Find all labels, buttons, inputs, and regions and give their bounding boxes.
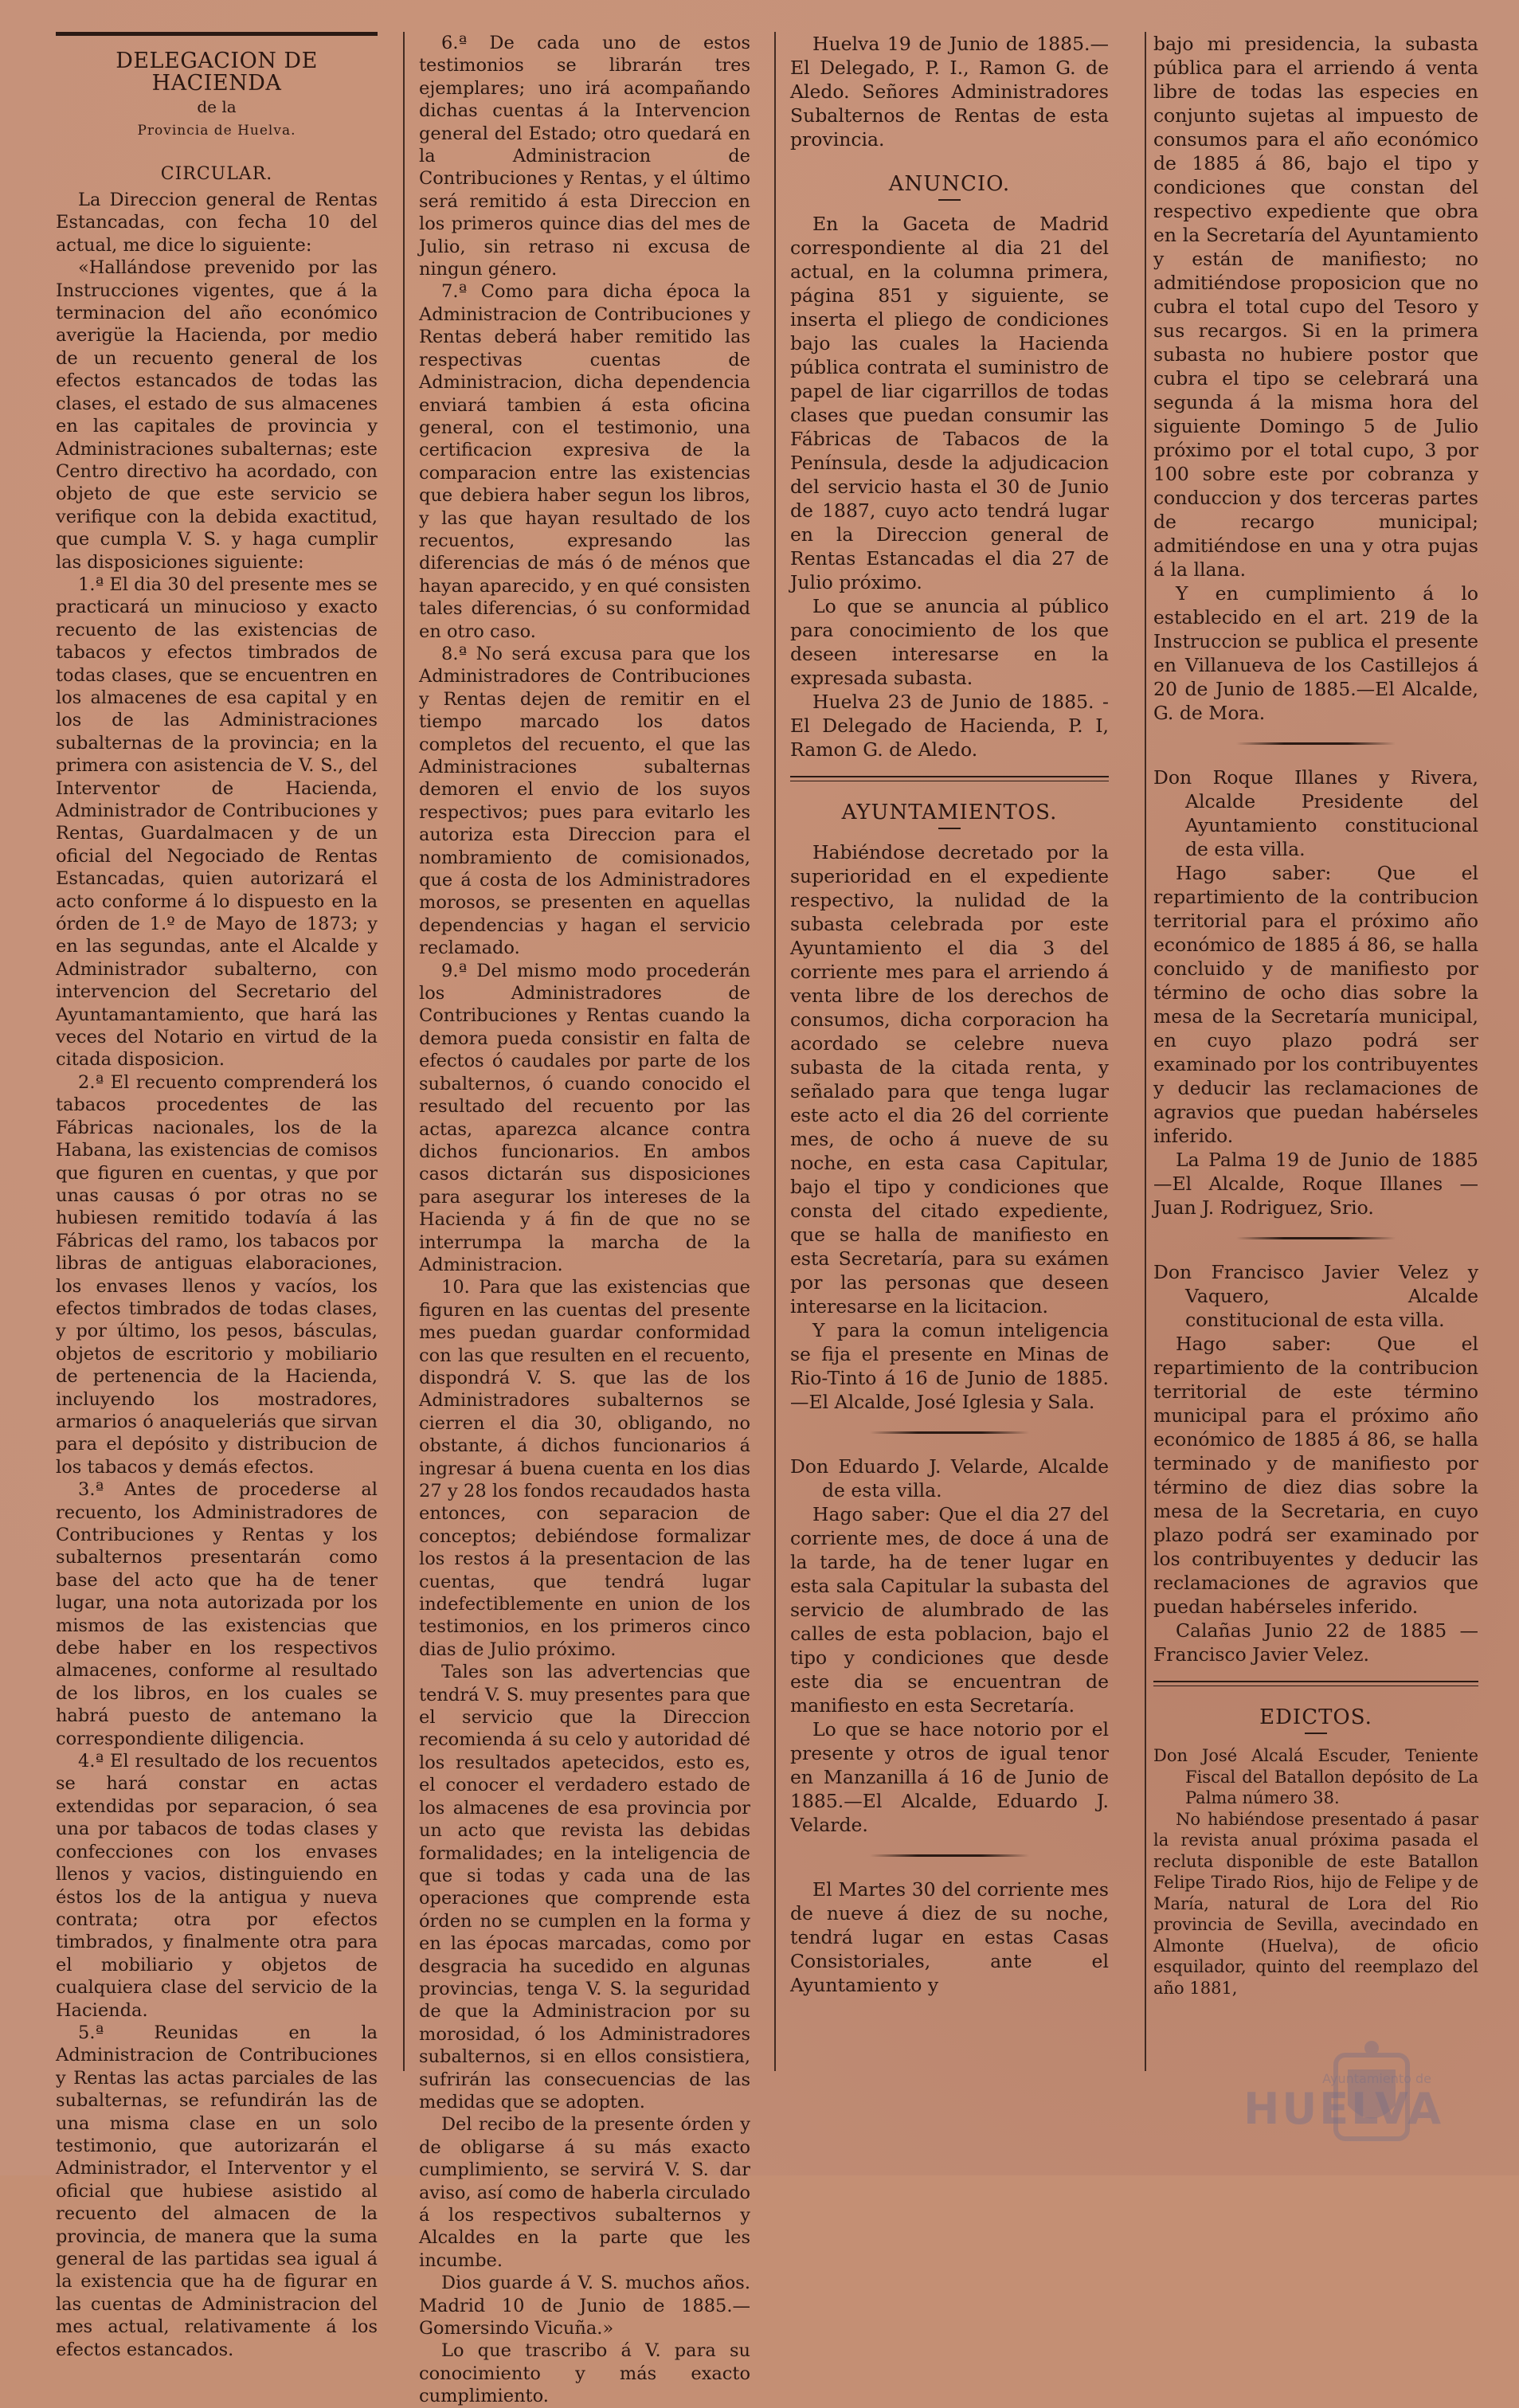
notice-heading: Don Roque Illanes y Rivera, Alcalde Presidente del Ayuntamiento constitucional de esta villa. [1153, 766, 1478, 860]
ornament-rule [1236, 1237, 1396, 1239]
paragraph: El Martes 30 del corriente mes de nueve á diez de su noche, tendrá lugar en estas Casas Consistoriales, ante el Ayuntamiento y [790, 1878, 1109, 1996]
paragraph: 10. Para que las existencias que figuren en las cuentas del presente mes puedan guardar conformidad con las que resulten en el recuento, dispondrá V. S. que las de los Administradores subalternos se cierren el dia 30, obligando, no obstante, á dichos funcionarios á ingresar á buena cuenta en los dias 27 y 28 los fondos recaudados hasta entonces, con separacion de conceptos; debiéndose formalizar los restos á la presentacion de las cuentas, que tendrá lugar indefectiblemente en union de los testimonios, en los primeros cinco dias de Julio próximo. [419, 1277, 750, 1660]
paragraph: Y para la comun inteligencia se fija el presente en Minas de Rio-Tinto á 16 de Junio de 1885.—El Alcalde, José Iglesia y Sala. [790, 1319, 1109, 1413]
ornament-rule [1236, 742, 1396, 745]
anuncio-heading: ANUNCIO. [888, 172, 1011, 196]
paragraph: Dios guarde á V. S. muchos años. Madrid 10 de Junio de 1885.—Gomersindo Vicuña.» [419, 2273, 750, 2339]
paragraph: Del recibo de la presente órden y de obligarse á su más exacto cumplimiento, se servirá V. S. dar aviso, así como de haberla circulado á los respectivos subalternos y Alcaldes en la parte que les incumbe. [419, 2114, 750, 2271]
paragraph: 4.ª El resultado de los recuentos se hará constar en actas extendidas por separacion, ó sea una por tabacos de todas clases y confecciones con los envases llenos y vacios, distinguiendo en éstos los de la antigua y nueva contrata; otra por efectos timbrados, y finalmente otra para el mobiliario y objetos de cualquiera clase del servicio de la Hacienda. [56, 1751, 378, 2021]
paragraph: En la Gaceta de Madrid correspondiente al dia 21 del actual, en la columna primera, página 851 y siguiente, se inserta el pliego de condiciones bajo las cuales la Hacienda pública contrata el suministro de papel de liar cigarrillos de todas clases que puedan consumir las Fábricas de Tabacos de la Península, desde la adjudicacion del servicio hasta el 30 de Junio de 1887, cuyo acto tendrá lugar en la Direccion general de Rentas Estancadas el dia 27 de Julio próximo. [790, 213, 1109, 593]
paragraph: Tales son las advertencias que tendrá V. S. muy presentes para que el servicio que la Direccion recomienda á su celo y autoridad dé los resultados apetecidos, esto es, el conocer el verdadero estado de los almacenes de esa provincia por un acto que revista las debidas formalidades; en la inteligencia de que si todas y cada una de las operaciones que comprende esta órden no se cumplen en la forma y en las épocas marcadas, como por desgracia ha sucedido en algunas provincias, tenga V. S. la seguridad de que la Administracion por su morosidad, ó los Administradores subalternos, si en ellos consistiera, sufrirán las consecuencias de las medidas que se adopten. [419, 1662, 750, 2112]
column-1 [56, 32, 378, 2361]
province-line: Provincia de Huelva. [137, 123, 296, 139]
paragraph: La Palma 19 de Junio de 1885 —El Alcalde, Roque Illanes — Juan J. Rodriguez, Srio. [1153, 1149, 1478, 1219]
heading-dash [1305, 1733, 1327, 1734]
paragraph: 5.ª Reunidas en la Administracion de Contribuciones y Rentas las actas parciales de las subalternas, se refundirán las de una misma clase en un solo testimonio, que autorizarán el Administrador, el Interventor y el oficial que hubiese asistido al recuento del almacen de la provincia, de manera que la suma general de las partidas sea igual á la existencia que ha de figurar en las cuentas de Administracion del mes actual, relativamente á los efectos estancados. [56, 2022, 378, 2360]
section-subtitle: de la [197, 96, 237, 116]
paragraph: Hago saber: Que el repartimiento de la contribucion territorial para el próximo año económico de 1885 á 86, se halla concluido y de manifiesto por término de ocho dias sobre la mesa de la Secretaría municipal, en cuyo plazo podrá ser examinado por los contribuyentes y deducir las reclamaciones de agravios que puedan habérseles inferido. [1153, 862, 1478, 1147]
section-rule [1153, 1681, 1478, 1686]
paragraph: Hago saber: Que el dia 27 del corriente mes, de doce á una de la tarde, ha de tener lugar en esta sala Capitular la subasta del servicio de alumbrado de las calles de esta poblacion, bajo el tipo y condiciones que desde este dia se encuentran de manifiesto en esta Secretaría. [790, 1503, 1109, 1717]
paragraph: Huelva 23 de Junio de 1885. -El Delegado de Hacienda, P. I, Ramon G. de Aledo. [790, 691, 1109, 761]
column-rule [1145, 32, 1146, 2071]
paragraph: No habiéndose presentado á pasar la revista anual próxima pasada el recluta disponible de este Batallon Felipe Tirado Rios, hijo de Felipe y de María, natural de Lora del Rio provincia de Sevilla, avecindado en Almonte (Huelva), de oficio esquilador, quinto del reemplazo del año 1881, [1153, 1809, 1478, 1998]
circular-heading: CIRCULAR. [160, 163, 273, 184]
paragraph: Huelva 19 de Junio de 1885.—El Delegado, P. I., Ramon G. de Aledo. Señores Administradores Subalternos de Rentas de esta provincia. [790, 33, 1109, 151]
watermark-line1: Ayuntamiento de [1322, 2071, 1431, 2086]
paragraph: «Hallándose prevenido por las Instrucciones vigentes, que á la terminacion del año económico averigüe la Hacienda, por medio de un recuento general de los efectos estancados de todas las clases, el estado de sus almacenes en las capitales de provincia y Administraciones subalternas; este Centro directivo ha acordado, con objeto de que este servicio se verifique con la debida exactitud, que cumpla V. S. y haga cumplir las disposiciones siguiente: [56, 257, 378, 573]
column-2 [419, 32, 750, 2408]
paragraph: 2.ª El recuento comprenderá los tabacos procedentes de las Fábricas nacionales, los de la Habana, las existencias de comisos que figuren en cuentas, y que por unas causas ó por otras no se hubiesen remitido todavía á las Fábricas del ramo, los tabacos por libras de antiguas elaboraciones, los envases llenos y vacíos, los efectos timbrados de todas clases, y por último, los pesos, básculas, objetos de escritorio y mobiliario de pertenencia de la Hacienda, incluyendo los mostradores, armarios ó anaqueleriás que sirvan para el depósito y distribucion de los tabacos y demás efectos. [56, 1071, 378, 1478]
column-rule [403, 32, 405, 2071]
ornament-rule [870, 1854, 1029, 1857]
notice-heading: Don Francisco Javier Velez y Vaquero, Alcalde constitucional de esta villa. [1153, 1261, 1478, 1331]
paragraph: La Direccion general de Rentas Estancadas, con fecha 10 del actual, me dice lo siguiente: [56, 190, 378, 256]
notice-heading: Don Eduardo J. Velarde, Alcalde de esta villa. [790, 1455, 1109, 1502]
paragraph: Habiéndose decretado por la superioridad en el expediente respectivo, la nulidad de la subasta celebrada por este Ayuntamiento el dia 3 del corriente mes para el arriendo á venta libre de los derechos de consumos, dicha corporacion ha acordado se celebre nueva subasta de la citada renta, y señalado para que tenga lugar este acto el dia 26 del corriente mes, de ocho á nueve de su noche, en esta casa Capitular, bajo el tipo y condiciones que consta del citado expediente, que se halla de manifiesto en esta Secretaría, para su exámen por las personas que deseen interesarse en la licitacion. [790, 841, 1109, 1318]
ayuntamientos-heading: AYUNTAMIENTOS. [841, 801, 1058, 824]
paragraph: Hago saber: Que el repartimiento de la contribucion territorial de este término municipal para el próximo año económico de 1885 á 86, se halla terminado y de manifiesto por término de diez dias sobre la mesa de la Secretaria, en cuyo plazo podrá ser examinado por los contribuyentes y deducir las reclamaciones de agravios que puedan habérseles inferido. [1153, 1333, 1478, 1618]
paragraph: 3.ª Antes de procederse al recuento, los Administradores de Contribuciones y Rentas y los subalternos presentarán como base del acto que ha de tener lugar, una nota autorizada por los mismos de las existencias que debe haber en los respectivos almacenes, conforme al resultado de los libros, en los cuales se habrá puesto de antemano la correspondiente diligencia. [56, 1479, 378, 1749]
top-rule [56, 32, 378, 36]
notice-heading: Don José Alcalá Escuder, Teniente Fiscal del Batallon depósito de La Palma número 38. [1153, 1746, 1478, 1807]
column-4 [1153, 32, 1478, 1999]
watermark-line2: HUELVA [1243, 2084, 1443, 2134]
paragraph: 1.ª El dia 30 del presente mes se practicará un minucioso y exacto recuento de las existencias de tabacos y efectos timbrados de todas clases, que se encuentren en los almacenes de esa capital y en los de las Administraciones subalternas de la provincia; en la primera con asistencia de V. S., del Interventor de Hacienda, Administrador de Contribuciones y Rentas, Guardalmacen y de un oficial del Negociado de Rentas Estancadas, quien autorizará el acto conforme á lo dispuesto en la órden de 1.º de Mayo de 1873; y en las segundas, ante el Alcalde y Administrador subalterno, con intervencion del Secretario del Ayuntamantamiento, que hará las veces del Notario en virtud de la citada disposicion. [56, 574, 378, 1071]
paragraph: Y en cumplimiento á lo establecido en el art. 219 de la Instruccion se publica el presente en Villanueva de los Castillejos á 20 de Junio de 1885.—El Alcalde, G. de Mora. [1153, 582, 1478, 724]
paragraph: Calañas Junio 22 de 1885 — Francisco Javier Velez. [1153, 1619, 1478, 1666]
paragraph: 9.ª Del mismo modo procederán los Administradores de Contribuciones y Rentas cuando la demora pueda consistir en falta de efectos ó caudales por parte de los subalternos, ó cuando conocido el resultado del recuento por las actas, aparezca alcance contra dichos funcionarios. En ambos casos dictarán sus disposiciones para asegurar los intereses de la Hacienda y á fin de que no se interrumpa la marcha de la Administracion. [419, 960, 750, 1275]
paragraph: Lo que se anuncia al público para conocimiento de los que deseen interesarse en la expresada subasta. [790, 595, 1109, 689]
ornament-rule [870, 1431, 1029, 1434]
edictos-heading: EDICTOS. [1259, 1705, 1372, 1729]
heading-dash [938, 828, 961, 829]
paragraph: Lo que trascribo á V. para su conocimiento y más exacto cumplimiento. [419, 2340, 750, 2407]
paragraph: 6.ª De cada uno de estos testimonios se librarán tres ejemplares; uno irá acompañando dichas cuentas á la Intervencion general del Estado; otro quedará en la Administracion de Contribuciones y Rentas, y el último será remitido á esta Direccion en los primeros quince dias del mes de Julio, sin retraso ni excusa de ningun género. [419, 33, 750, 280]
heading-dash [938, 199, 961, 201]
paragraph: Lo que se hace notorio por el presente y otros de igual tenor en Manzanilla á 16 de Junio de 1885.—El Alcalde, Eduardo J. Velarde. [790, 1718, 1109, 1836]
section-title: DELEGACION DE HACIENDA [115, 49, 318, 96]
paragraph: bajo mi presidencia, la subasta pública para el arriendo á venta libre de todas las especies en conjunto sujetas al impuesto de consumos para el año económico de 1885 á 86, bajo el tipo y condiciones que constan del respectivo expediente que obra en la Secretaría del Ayuntamiento y están de manifiesto; no admitiéndose proposicion que no cubra el total cupo del Tesoro y sus recargos. Si en la primera subasta no hubiere postor que cubra el tipo se celebrará una segunda á la misma hora del siguiente Domingo 5 de Julio próximo por el total cupo, 3 por 100 sobre este por cobranza y conduccion y dos terceras partes de recargo municipal; admitiéndose en una y otra pujas á la llana. [1153, 33, 1478, 581]
section-rule [790, 776, 1109, 781]
column-rule [774, 32, 776, 2071]
paragraph: 8.ª No será excusa para que los Administradores de Contribuciones y Rentas dejen de remitir en el tiempo marcado los datos completos del recuento, el que las Administraciones subalternas demoren el envio de los suyos respectivos; pues para evitarlo les autoriza esta Direccion para el nombramiento de comisionados, que á costa de los Administradores morosos, se presenten en aquellas dependencias y hagan el servicio reclamado. [419, 643, 750, 959]
paragraph: 7.ª Como para dicha época la Administracion de Contribuciones y Rentas deberá haber remitido las respectivas cuentas de Administracion, dicha dependencia enviará tambien á esta oficina general, con el testimonio, una certificacion expresiva de la comparacion entre las existencias que debiera haber segun los libros, y las que hayan resultado de los recuentos, expresando las diferencias de más ó de ménos que hayan aparecido, y en qué consisten tales diferencias, ó su conformidad en otro caso. [419, 281, 750, 642]
column-3 [790, 32, 1109, 1997]
